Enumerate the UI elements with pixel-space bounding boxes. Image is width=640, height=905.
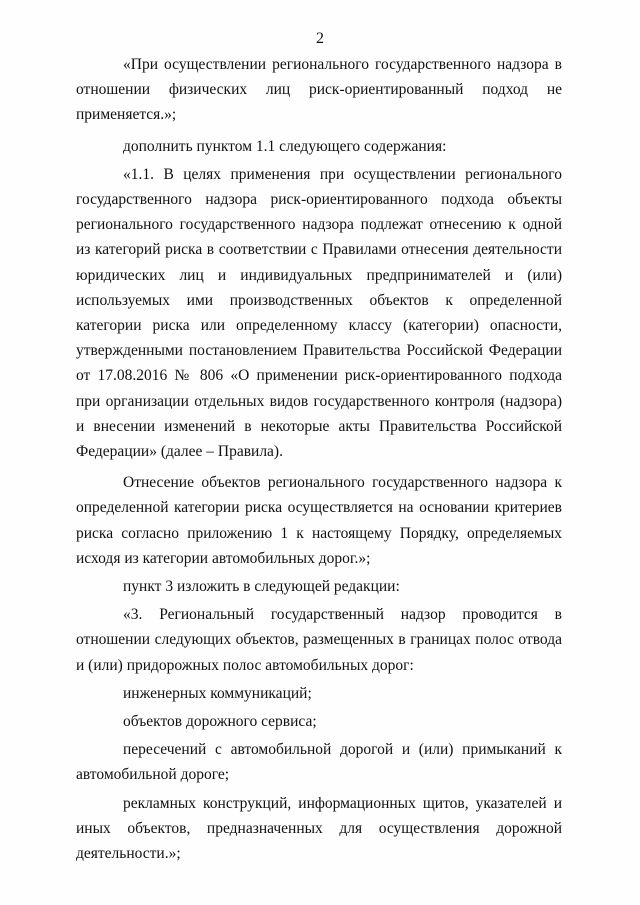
list-item-advertising-structures: рекламных конструкций, информационных щитов, указателей и иных объектов, предназначенных для осуществления дорожной деятельности.»;	[76, 794, 562, 863]
document-body	[76, 52, 562, 866]
paragraph-clause-3: «3. Региональный государственный надзор проводится в отношении следующих объектов, размещенных в границах полос отвода и (или) придорожных полос автомобильных дорог:	[76, 606, 562, 674]
paragraph-add-clause-1-1: дополнить пунктом 1.1 следующего содержания:	[123, 137, 447, 155]
paragraph-clause-3-intro: пункт 3 изложить в следующей редакции:	[123, 578, 400, 596]
paragraph-clause-1-1: «1.1. В целях применения при осуществлении регионального государственного надзора риск-ориентированного подхода объекты регионального государственного надзора подлежат отнесению к одной из категорий риска в соответствии с Правилами отнесения деятельности юридических лиц и индивидуальных предпринимателей и (или) используемых ими производственных объектов к определенной категории риска или определенному классу (категории) опасности, утвержденными постановлением Правительства Российской Федерации от 17.08.2016 № 806 «О применении риск-ориентированного подхода при организации отдельных видов государственного контроля (надзора) и внесении изменений в некоторые акты Правительства Российской Федерации» (далее – Правила).	[76, 165, 562, 461]
list-item-road-service-objects: объектов дорожного сервиса;	[123, 713, 317, 731]
list-item-road-intersections: пересечений с автомобильной дорогой и (или) примыканий к автомобильной дороге;	[76, 741, 562, 784]
page-number: 2	[316, 30, 324, 47]
list-item-engineering-communications: инженерных коммуникаций;	[123, 684, 312, 702]
paragraph-risk-categories: Отнесение объектов регионального государственного надзора к определенной категории риска осуществляется на основании критериев риска согласно приложению 1 к настоящему Порядку, определяемых исходя из категории автомобильных дорог.»;	[76, 474, 562, 567]
paragraph-risk-approach-exclusion: «При осуществлении регионального государственного надзора в отношении физических лиц риск-ориентированный подход не применяется.»;	[76, 56, 562, 124]
